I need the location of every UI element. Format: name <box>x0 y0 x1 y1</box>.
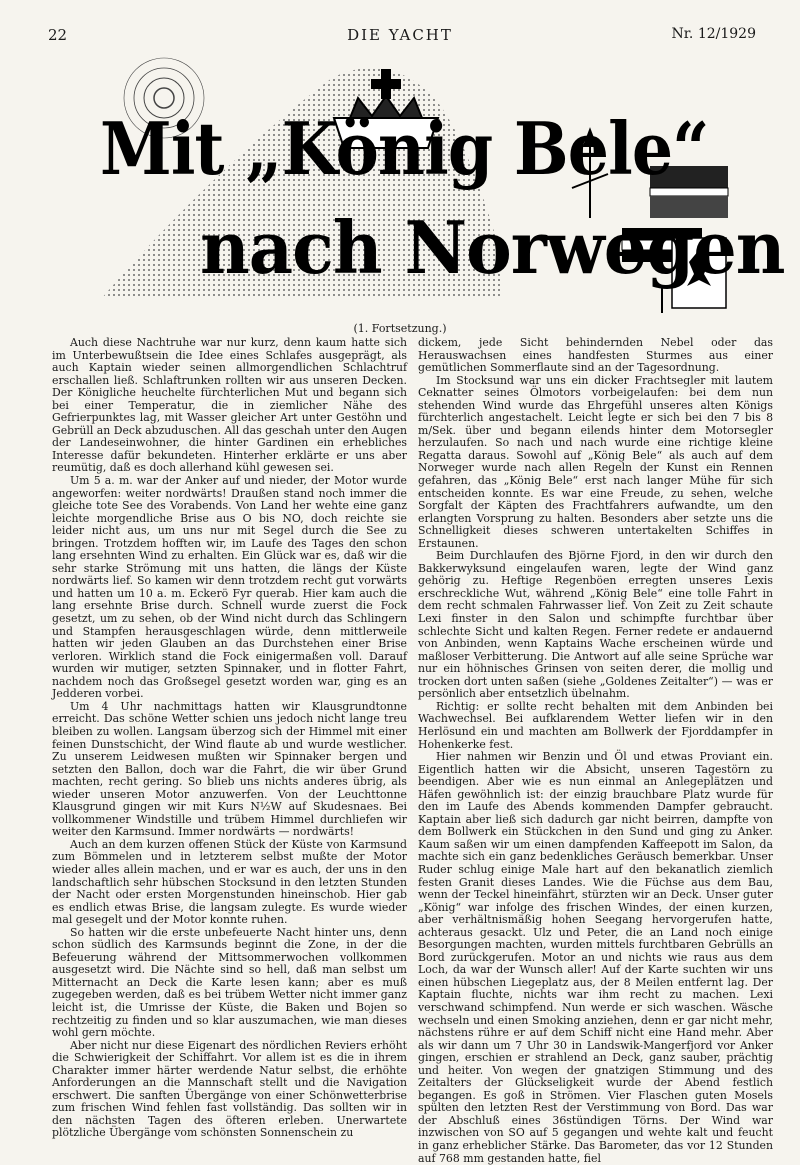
paragraph: Um 4 Uhr nachmittags hatten wir Klausgrundtonne erreicht. Das schöne Wetter schien uns jedoch nicht lange treu bleiben zu wollen. Langsam überzog sich der Himmel mit einer feinen Dunstschicht, der Wind flaute ab und wurde westlicher. Zu unserem Leidwesen mußten wir Spinnaker bergen und setzten den Ballon, doch war die Fahrt, die wir über Grund machten, recht gering. So blieb uns nichts anderes übrig, als wieder unseren Motor anzuwerfen. Von der Leuchttonne Klausgrund gingen wir mit Kurs N½W auf Skudesnaes. Bei vollkommener Windstille und trübem Himmel durchliefen wir weiter den Karmsund. Immer nordwärts — nordwärts! <box>52 699 407 839</box>
paragraph: dickem, jede Sicht behindernden Nebel oder das Herauswachsen eines handfesten Sturmes aus einer gemütlichen Sommerflaute sind an der Tagesordnung. <box>418 336 773 375</box>
article-column-right <box>418 337 773 1165</box>
paragraph: Auch diese Nachtruhe war nur kurz, denn kaum hatte sich im Unterbewußtsein die Idee eines Schlafes ausgeprägt, als auch Kaptain wieder seinen allmorgendlichen Schlachtruf erschallen ließ. Schlaftrunken rollten wir aus unseren Decken. Der Königliche heuchelte fürchterlichen Mut und begann sich bei einer Temperatur, die in ziemlicher Nähe des Gefrierpunktes lag, mit Wasser gleicher Art unter Gestöhn und Gebrüll an Deck abzuduschen. All das geschah unter den Augen der Landeseinwohner, die hinter Gardinen ein erhebliches Interesse dafür bekundeten. Hinterher erklärte er uns aber reumütig, daß es doch allerhand kühl gewesen sei. <box>52 336 407 475</box>
paragraph: Im Stocksund war uns ein dicker Frachtsegler mit lautem Ceknatter seines Ölmotors vorbeigelaufen: bei dem nun stehenden Wind wurde das Ehrgefühl unseres alten Königs fürchterlich angestachelt. Leicht legte er sich bei den 7 bis 8 m/Sek. über und begann eilends hinter dem Motorsegler herzulaufen. So nach und nach wurde eine richtige kleine Regatta daraus. Sowohl auf „König Bele“ als auch auf dem Norweger wurde nach allen Regeln der Kunst ein Rennen gefahren, das „König Bele“ erst nach langer Mühe für sich entscheiden konnte. Es war eine Freude, zu sehen, welche Sorgfalt der Käpten des Frachtfahrers aufwandte, um den erlangten Vorsprung zu halten. Besonders aber setzte uns die Schnelligkeit dieses schweren untertakelten Schiffes in Erstaunen. <box>418 373 773 550</box>
paragraph: Beim Durchlaufen des Björne Fjord, in den wir durch den Bakkerwyksund eingelaufen waren, legte der Wind ganz gehörig zu. Heftige Regenböen erregten unseres Lexis erschreckliche Wut, während „König Bele“ eine tolle Fahrt in dem recht schmalen Fahrwasser lief. Von Zeit zu Zeit schaute Lexi finster in den Salon und schimpfte furchtbar über schlechte Sicht und kalten Regen. Ferner redete er andauernd von Anbinden, wenn Kaptains Wache erscheinen würde und maßloser Verbitterung. Die Antwort auf alle seine Sprüche war nur ein höhnisches Grinsen von seiten derer, die mollig und trocken dort unten saßen (siehe „Goldenes Zeitalter“) — was er persönlich aber entsetzlich übelnahm. <box>418 549 773 701</box>
issue-number: Nr. 12/1929 <box>671 26 756 42</box>
page-number: 22 <box>48 26 68 44</box>
paragraph: Hier nahmen wir Benzin und Öl und etwas Proviant ein. Eigentlich hatten wir die Absicht, unseren Tagestörn zu beendigen. Aber wie es nun einmal an Anlegeplätzen und Häfen gewöhnlich ist: der einzig brauchbare Platz wurde für den im Laufe des Abends kommenden Dampfer gebraucht. Kaptain aber ließ sich dadurch gar nicht beirren, dampfte von dem Bollwerk ein Stückchen in den Sund und ging zu Anker. Kaum saßen wir um einen dampfenden Kaffeepott im Salon, da machte sich ein ganz bedenkliches Geräusch bemerkbar. Unser Ruder schlug einige Male hart auf den bekanatlich ziemlich festen Granit dieses Landes. Wie die Füchse aus dem Bau, wenn der Teckel hineinfährt, stürzten wir an Deck. Unser guter „König“ war infolge des frischen Windes, der einen kurzen, aber verhältnismäßig hohen Seegang hervorgerufen hatte, achteraus gesackt. Ulz und Peter, die an Land noch einige Besorgungen machten, wurden mittels furchtbaren Gebrülls an Bord zurückgerufen. Motor an und nichts wie raus aus dem Loch, da war der Wunsch aller! Auf der Karte suchten wir uns einen hübschen Liegeplatz aus, der 8 Meilen entfernt lag. Der Kaptain fluchte, nichts war ihm recht zu machen. Lexi verschwand schimpfend. Nun werde er sich waschen. Wäsche wechseln und einen Smoking anziehen, denn er gar nicht mehr, nächstens rühre er auf dem Schiff nicht eine Hand mehr. Aber als wir dann um 7 Uhr 30 in Landswik-Mangerfjord vor Anker gingen, erschien er strahlend an Deck, ganz sauber, prächtig und heiter. Von wegen der gnatzigen Stimmung und des Zeitalters der Glückseligkeit wurde der Abend festlich begangen. Es goß in Strömen. Vier Flaschen guten Mosels spülten den letzten Rest der Verstimmung von Bord. Das war der Abschluß eines 36stündigen Törns. Der Wind war inzwischen von SO auf 5 gegangen und wehte kalt und feucht in ganz erheblicher Stärke. Das Barometer, das vor 12 Stunden auf 768 mm gestanden hatte, fiel <box>418 750 773 1165</box>
magazine-title: DIE YACHT <box>347 26 453 44</box>
headline-line-2: nach Norwegen <box>200 205 785 290</box>
paragraph: Aber nicht nur diese Eigenart des nördlichen Reviers erhöht die Schwierigkeit der Schiffahrt. Vor allem ist es die in ihrem Charakter immer härter werdende Natur selbst, die erhöhte Anforderungen an die Mannschaft stellt und die Navigation erschwert. Die sanften Übergänge von einer Schönwetterbrise zum frischen Wind fehlen fast vollständig. Das sollten wir in den nächsten Tagen des öfteren erleben. Unerwartete plötzliche Übergänge vom schönsten Sonnenschein zu <box>52 1038 407 1140</box>
page-header <box>0 26 800 46</box>
subtitle: (1. Fortsetzung.) <box>353 322 447 335</box>
paragraph: Auch an dem kurzen offenen Stück der Küste von Karmsund zum Bömmelen und in letzterem selbst mußte der Motor wieder alles allein machen, und er war es auch, der uns in den landschaftlich sehr hübschen Stocksund in den letzten Stunden der Nacht oder ersten Morgenstunden hineinschob. Hier gab es endlich etwas Brise, die langsam zulegte. Es wurde wieder mal gesegelt und der Motor konnte ruhen. <box>52 837 407 927</box>
paragraph: Um 5 a. m. war der Anker auf und nieder, der Motor wurde angeworfen: weiter nordwärts! Draußen stand noch immer die gleiche tote See des Vorabends. Von Land her wehte eine ganz leichte morgendliche Brise aus O bis NO, doch reichte sie leider nicht aus, um uns nur mit Segel durch die See zu bringen. Trotzdem hofften wir, im Laufe des Tages den schon lang ersehnten Wind zu erhalten. Ein Glück war es, daß wir die sehr starke Strömung mit uns hatten, die längs der Küste nordwärts lief. So kamen wir denn trotzdem recht gut vorwärts und hatten um 10 a. m. Eckerö Fyr querab. Hier kam auch die lang ersehnte Brise durch. Schnell wurde zuerst die Fock gesetzt, um zu sehen, ob der Wind nicht durch das Schlingern und Stampfen herausgeschlagen würde, denn mittlerweile hatten wir jeden Glauben an das Durchstehen einer Brise verloren. Wirklich stand die Fock einigermaßen voll. Darauf wurden wir mutiger, setzten Spinnaker, und in flotter Fahrt, nachdem noch das Großsegel gesetzt worden war, ging es an Jedderen vorbei. <box>52 474 407 701</box>
headline-line-1: Mit „König Bele“ <box>100 106 709 191</box>
paragraph: So hatten wir die erste unbefeuerte Nacht hinter uns, denn schon südlich des Karmsunds beginnt die Zone, in der die Befeuerung während der Mittsommerwochen vollkommen ausgesetzt wird. Die Nächte sind so hell, daß man selbst um Mitternacht an Deck die Karte lesen kann; aber es muß zugegeben werden, daß es bei trübem Wetter nicht immer ganz leicht ist, die Umrisse der Küste, die Baken und Bojen so rechtzeitig zu finden und so klar auszumachen, wie man dieses wohl gern möchte. <box>52 925 407 1040</box>
paragraph: Richtig: er sollte recht behalten mit dem Anbinden bei Wachwechsel. Bei aufklarendem Wetter liefen wir in den Herlösund ein und machten am Bollwerk der Fjorddampfer in Hohenkerke fest. <box>418 699 773 751</box>
article-column-left <box>52 337 407 1140</box>
